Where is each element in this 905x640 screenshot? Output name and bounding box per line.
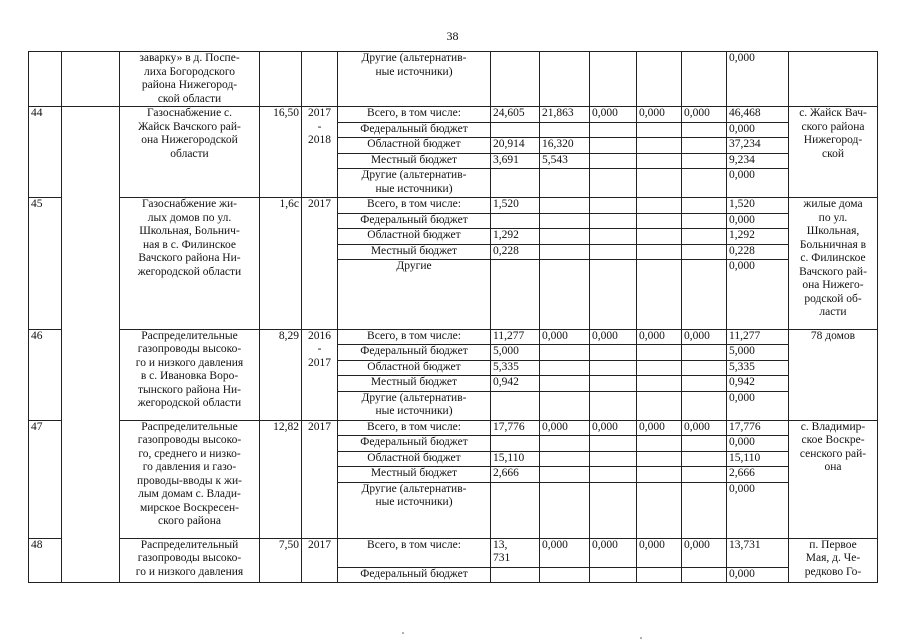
year-value-cell	[682, 436, 727, 452]
year-value-cell	[590, 169, 637, 198]
row-number-cell: 45	[29, 198, 62, 330]
funding-source-cell: Всего, в том числе:	[338, 538, 491, 567]
funding-source-cell: Другие (альтернатив- ные источники)	[338, 52, 491, 107]
year-value-cell	[590, 198, 637, 214]
year-value-cell	[590, 122, 637, 138]
year-value-cell	[590, 229, 637, 245]
year-value-cell	[682, 360, 727, 376]
year-value-cell	[540, 213, 590, 229]
total-cell: 0,000	[727, 260, 789, 330]
year-value-cell	[491, 213, 540, 229]
year-value-cell	[682, 567, 727, 583]
table-row	[29, 107, 878, 123]
year-value-cell	[682, 213, 727, 229]
year-value-cell: 24,605	[491, 107, 540, 123]
year-value-cell	[637, 260, 682, 330]
year-value-cell: 0,000	[682, 538, 727, 567]
total-cell: 9,234	[727, 153, 789, 169]
total-cell: 0,000	[727, 122, 789, 138]
year-value-cell	[590, 376, 637, 392]
years-cell: 2017	[302, 420, 338, 538]
scan-speck	[640, 637, 642, 639]
funding-source-cell: Всего, в том числе:	[338, 329, 491, 345]
year-value-cell	[540, 345, 590, 361]
object-name-cell: Распределительный газопроводы высоко- го и низкого давления	[120, 538, 260, 583]
year-value-cell	[682, 345, 727, 361]
funding-source-cell: Федеральный бюджет	[338, 122, 491, 138]
year-value-cell: 0,000	[682, 420, 727, 436]
year-value-cell: 1,292	[491, 229, 540, 245]
year-value-cell: 0,000	[590, 329, 637, 345]
row-number-cell: 47	[29, 420, 62, 538]
year-value-cell	[637, 244, 682, 260]
total-cell: 0,000	[727, 213, 789, 229]
year-value-cell	[590, 345, 637, 361]
funding-source-cell: Другие (альтернатив- ные источники)	[338, 482, 491, 538]
funding-source-cell: Местный бюджет	[338, 244, 491, 260]
funding-source-cell: Всего, в том числе:	[338, 107, 491, 123]
total-cell: 11,277	[727, 329, 789, 345]
year-value-cell	[590, 52, 637, 107]
year-value-cell	[637, 122, 682, 138]
year-value-cell	[540, 567, 590, 583]
length-cell: 16,50	[260, 107, 302, 198]
year-value-cell	[540, 244, 590, 260]
year-value-cell	[637, 567, 682, 583]
total-cell: 0,000	[727, 436, 789, 452]
funding-source-cell: Федеральный бюджет	[338, 345, 491, 361]
length-cell: 7,50	[260, 538, 302, 583]
length-cell: 8,29	[260, 329, 302, 420]
year-value-cell: 0,000	[540, 420, 590, 436]
total-cell: 13,731	[727, 538, 789, 567]
year-value-cell: 0,000	[590, 538, 637, 567]
total-cell: 0,000	[727, 482, 789, 538]
year-value-cell	[637, 391, 682, 420]
total-cell: 15,110	[727, 451, 789, 467]
year-value-cell	[590, 451, 637, 467]
year-value-cell: 0,000	[637, 329, 682, 345]
funding-source-cell: Областной бюджет	[338, 360, 491, 376]
result-cell: с. Владимир- ское Воскре- сенского рай- она	[789, 420, 878, 538]
year-value-cell	[540, 360, 590, 376]
length-cell: 12,82	[260, 420, 302, 538]
year-value-cell	[540, 451, 590, 467]
result-cell: п. Первое Мая, д. Че- редково Го-	[789, 538, 878, 583]
year-value-cell	[540, 482, 590, 538]
year-value-cell	[682, 482, 727, 538]
total-cell: 1,292	[727, 229, 789, 245]
year-value-cell: 2,666	[491, 467, 540, 483]
years-cell: 2017	[302, 198, 338, 330]
year-value-cell: 0,000	[637, 420, 682, 436]
scan-speck	[402, 632, 404, 634]
funding-source-cell: Областной бюджет	[338, 138, 491, 154]
year-value-cell	[682, 122, 727, 138]
table-row-continuation	[29, 52, 878, 107]
table-row	[29, 538, 878, 567]
year-value-cell	[682, 198, 727, 214]
object-name-cell: Газоснабжение с. Жайск Вачского рай- она Нижегородской области	[120, 107, 260, 198]
year-value-cell	[682, 467, 727, 483]
year-value-cell	[590, 138, 637, 154]
year-value-cell	[491, 436, 540, 452]
year-value-cell	[682, 260, 727, 330]
year-value-cell	[491, 482, 540, 538]
year-value-cell	[540, 229, 590, 245]
year-value-cell	[637, 213, 682, 229]
year-value-cell	[637, 436, 682, 452]
year-value-cell	[682, 169, 727, 198]
year-value-cell: 0,000	[590, 107, 637, 123]
funding-source-cell: Федеральный бюджет	[338, 567, 491, 583]
total-cell: 46,468	[727, 107, 789, 123]
total-cell: 0,942	[727, 376, 789, 392]
length-cell	[260, 52, 302, 107]
group-cell	[62, 107, 120, 583]
year-value-cell	[682, 229, 727, 245]
year-value-cell	[540, 198, 590, 214]
year-value-cell: 0,228	[491, 244, 540, 260]
total-cell: 17,776	[727, 420, 789, 436]
total-cell: 2,666	[727, 467, 789, 483]
year-value-cell	[540, 391, 590, 420]
funding-source-cell: Другие (альтернатив- ные источники)	[338, 169, 491, 198]
year-value-cell: 0,000	[590, 420, 637, 436]
year-value-cell: 17,776	[491, 420, 540, 436]
year-value-cell	[637, 376, 682, 392]
years-cell: 2016 - 2017	[302, 329, 338, 420]
year-value-cell: 0,000	[637, 107, 682, 123]
year-value-cell	[637, 138, 682, 154]
year-value-cell	[590, 482, 637, 538]
year-value-cell	[590, 213, 637, 229]
result-cell: с. Жайск Вач- ского района Нижегород- ской	[789, 107, 878, 198]
year-value-cell: 16,320	[540, 138, 590, 154]
total-cell: 0,000	[727, 52, 789, 107]
year-value-cell	[540, 376, 590, 392]
object-name-cell: Распределительные газопроводы высоко- го и низкого давления в с. Ивановка Воро- тынского района Ни- жегородской области	[120, 329, 260, 420]
years-cell: 2017 - 2018	[302, 107, 338, 198]
year-value-cell	[590, 360, 637, 376]
year-value-cell	[637, 482, 682, 538]
year-value-cell: 0,000	[637, 538, 682, 567]
funding-source-cell: Местный бюджет	[338, 376, 491, 392]
year-value-cell	[682, 391, 727, 420]
total-cell: 0,000	[727, 391, 789, 420]
page-number: 38	[446, 29, 459, 43]
year-value-cell	[682, 153, 727, 169]
group-cell	[62, 52, 120, 107]
result-cell: жилые дома по ул. Школьная, Больничная в с. Филинское Вачского рай- она Нижего- родской об- ласти	[789, 198, 878, 330]
year-value-cell: 5,335	[491, 360, 540, 376]
total-cell: 5,000	[727, 345, 789, 361]
funding-source-cell: Местный бюджет	[338, 153, 491, 169]
year-value-cell	[540, 169, 590, 198]
row-number-cell	[29, 52, 62, 107]
year-value-cell	[637, 451, 682, 467]
year-value-cell	[637, 153, 682, 169]
table-row	[29, 420, 878, 436]
year-value-cell	[491, 122, 540, 138]
year-value-cell: 21,863	[540, 107, 590, 123]
funding-source-cell: Местный бюджет	[338, 467, 491, 483]
year-value-cell	[682, 376, 727, 392]
year-value-cell	[590, 260, 637, 330]
year-value-cell	[491, 391, 540, 420]
row-number-cell: 48	[29, 538, 62, 583]
year-value-cell	[590, 436, 637, 452]
funding-source-cell: Областной бюджет	[338, 451, 491, 467]
year-value-cell	[590, 244, 637, 260]
year-value-cell: 0,000	[540, 538, 590, 567]
table-row	[29, 329, 878, 345]
year-value-cell	[491, 567, 540, 583]
total-cell: 1,520	[727, 198, 789, 214]
year-value-cell	[540, 260, 590, 330]
year-value-cell: 0,942	[491, 376, 540, 392]
year-value-cell	[637, 229, 682, 245]
year-value-cell: 1,520	[491, 198, 540, 214]
object-name-cell: Газоснабжение жи- лых домов по ул. Школьная, Больнич- ная в с. Филинское Вачского района Ни- жегородской области	[120, 198, 260, 330]
result-cell	[789, 52, 878, 107]
funding-source-cell: Другие	[338, 260, 491, 330]
year-value-cell: 0,000	[540, 329, 590, 345]
year-value-cell	[540, 436, 590, 452]
years-cell: 2017	[302, 538, 338, 583]
year-value-cell	[540, 122, 590, 138]
year-value-cell	[590, 391, 637, 420]
year-value-cell	[637, 345, 682, 361]
total-cell: 0,000	[727, 567, 789, 583]
years-cell	[302, 52, 338, 107]
year-value-cell: 15,110	[491, 451, 540, 467]
funding-source-cell: Всего, в том числе:	[338, 420, 491, 436]
year-value-cell: 0,000	[682, 329, 727, 345]
year-value-cell	[637, 467, 682, 483]
year-value-cell	[590, 153, 637, 169]
year-value-cell: 3,691	[491, 153, 540, 169]
funding-source-cell: Федеральный бюджет	[338, 436, 491, 452]
year-value-cell	[540, 467, 590, 483]
year-value-cell	[637, 52, 682, 107]
year-value-cell: 5,543	[540, 153, 590, 169]
row-number-cell: 44	[29, 107, 62, 198]
investment-table	[28, 51, 878, 583]
year-value-cell: 5,000	[491, 345, 540, 361]
year-value-cell	[590, 467, 637, 483]
year-value-cell: 11,277	[491, 329, 540, 345]
year-value-cell	[682, 244, 727, 260]
object-name-cell: заварку» в д. Поспе- лиха Богородского района Нижегород- ской области	[120, 52, 260, 107]
year-value-cell: 13, 731	[491, 538, 540, 567]
year-value-cell	[491, 169, 540, 198]
year-value-cell	[637, 198, 682, 214]
funding-source-cell: Другие (альтернатив- ные источники)	[338, 391, 491, 420]
year-value-cell	[682, 451, 727, 467]
length-cell: 1,6с	[260, 198, 302, 330]
total-cell: 5,335	[727, 360, 789, 376]
table-row	[29, 198, 878, 214]
total-cell: 37,234	[727, 138, 789, 154]
year-value-cell	[590, 567, 637, 583]
year-value-cell: 0,000	[682, 107, 727, 123]
object-name-cell: Распределительные газопроводы высоко- го, среднего и низко- го давления и газо- проводы-вводы к жи- лым домам с. Влади- мирское Воскресен- ского района	[120, 420, 260, 538]
year-value-cell	[491, 52, 540, 107]
year-value-cell	[491, 260, 540, 330]
year-value-cell	[637, 360, 682, 376]
total-cell: 0,228	[727, 244, 789, 260]
total-cell: 0,000	[727, 169, 789, 198]
funding-source-cell: Всего, в том числе:	[338, 198, 491, 214]
year-value-cell	[682, 52, 727, 107]
year-value-cell	[682, 138, 727, 154]
result-cell: 78 домов	[789, 329, 878, 420]
funding-source-cell: Областной бюджет	[338, 229, 491, 245]
year-value-cell: 20,914	[491, 138, 540, 154]
year-value-cell	[540, 52, 590, 107]
funding-source-cell: Федеральный бюджет	[338, 213, 491, 229]
row-number-cell: 46	[29, 329, 62, 420]
year-value-cell	[637, 169, 682, 198]
